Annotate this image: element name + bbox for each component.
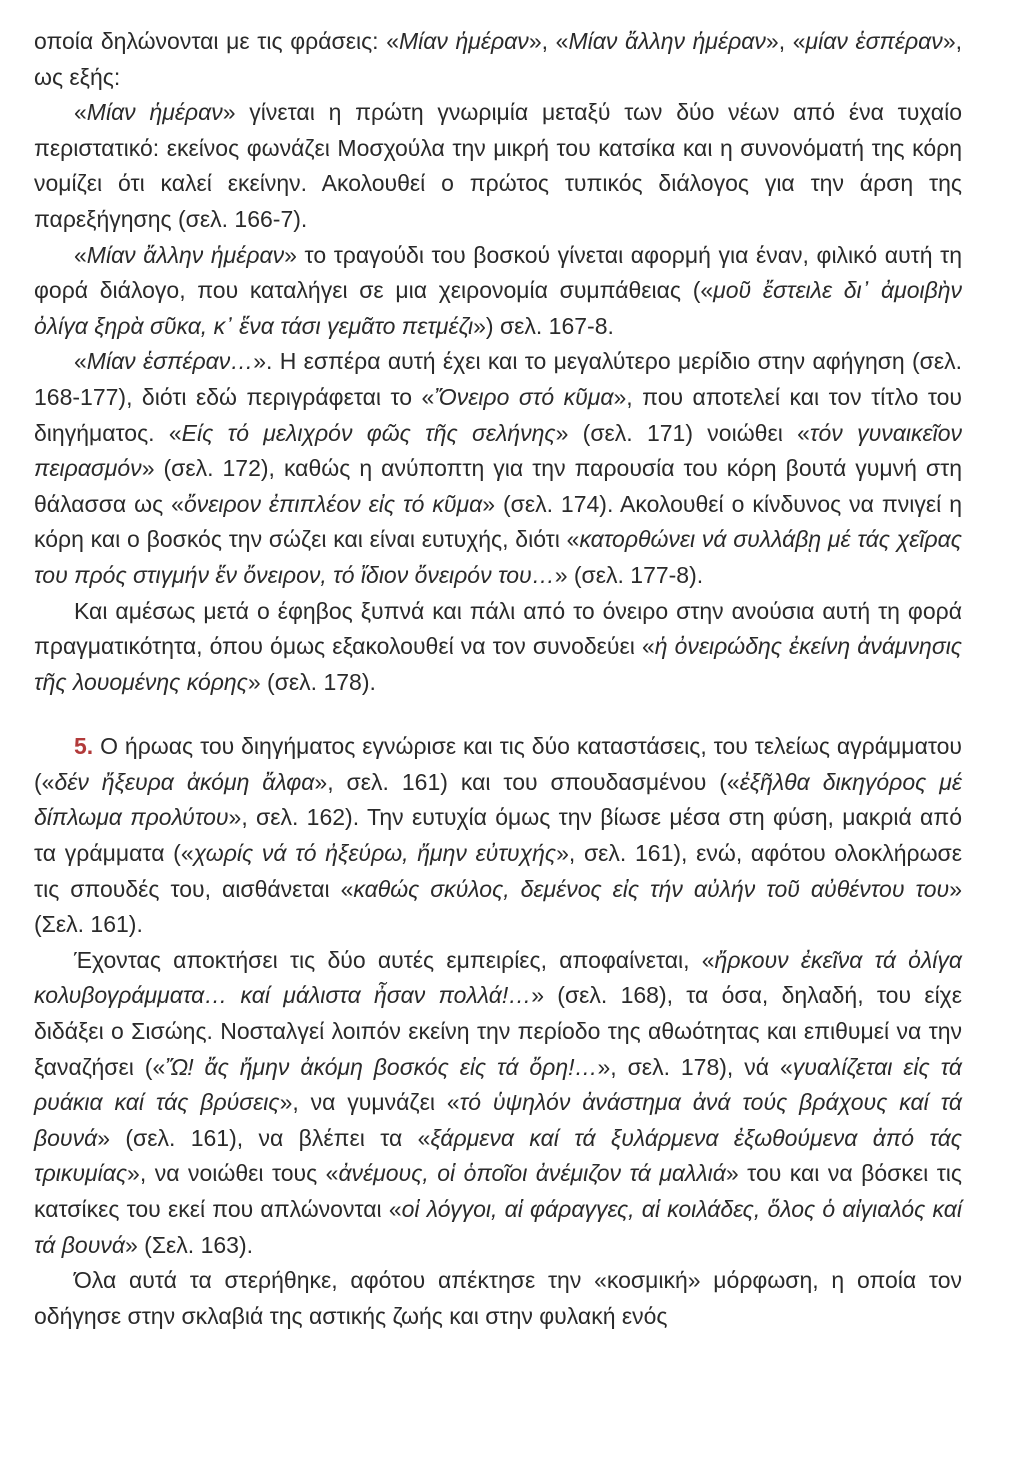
text-run: » (σελ. 171) νοιώθει « — [555, 419, 810, 446]
text-run: », να γυμνάζει « — [279, 1089, 460, 1116]
text-run: » (σελ. 168), τα όσα, δηλαδή, του είχε διδάξει ο Σισώης. Νοσταλγεί λοιπόν εκείνη την περίοδο της αθωότητας και επιθυμεί να την ξαναζήσει (« — [34, 982, 963, 1080]
paragraph-p6-section-5 — [34, 729, 962, 943]
text-run: « — [74, 348, 87, 375]
text-run: », σελ. 178), νά « — [597, 1053, 793, 1080]
quoted-text: Είς τό μελιχρόν φῶς τῆς σελήνης — [181, 419, 556, 446]
quoted-text: κατορθώνει νά συλλάβῃ μέ τάς χεῖρας του πρός στιγμήν ἕν ὄνειρον, τό ἴδιον ὄνειρόν του… — [34, 526, 962, 588]
text-run: ». Η εσπέρα αυτή έχει και το μεγαλύτερο μερίδιο στην αφήγηση (σελ. 168-177), διότι εδώ περιγράφεται το « — [34, 348, 962, 410]
quoted-text: μοῦ ἔστειλε δι᾽ ἀμοιβὴν ὀλίγα ξηρὰ σῦκα, κ᾽ ἕνα τάσι γεμᾶτο πετμέζι — [34, 277, 963, 339]
text-run: « — [74, 99, 87, 126]
quoted-text: τό ὑψηλόν ἀνάστημα ἀνά τούς βράχους καί τά βουνά — [34, 1089, 962, 1151]
paragraph-p5 — [34, 594, 962, 701]
text-run: », να νοιώθει τους « — [127, 1160, 339, 1187]
quoted-text: Μίαν ἡμέραν — [399, 28, 529, 54]
quoted-text: δέν ἤξευρα ἀκόμη ἄλφα — [54, 768, 315, 795]
text-run: ») σελ. 167-8. — [473, 312, 614, 339]
quoted-text: καθώς σκύλος, δεμένος εἰς τήν αὐλήν τοῦ αὐθέντου του — [353, 875, 950, 902]
paragraph-p7 — [34, 943, 962, 1263]
quoted-text: Μίαν ἡμέραν — [86, 99, 223, 126]
quoted-text: ἡ ὀνειρώδης ἐκείνη ἀνάμνησις τῆς λουομένης κόρης — [34, 633, 962, 695]
text-run: Ο ήρωας του διηγήματος εγνώρισε και τις δύο καταστάσεις, του τελείως αγράμματου (« — [34, 733, 962, 795]
paragraph-p4 — [34, 344, 962, 593]
text-run: » το τραγούδι του βοσκού γίνεται αφορμή για έναν, φιλικό αυτή τη φορά διάλογο, που καταλήγει σε μια χειρονομία συμπάθειας (« — [34, 241, 962, 304]
text-run: » (σελ. 178). — [247, 668, 376, 695]
quoted-text: Μίαν ἄλλην ἡμέραν — [86, 241, 285, 268]
text-run: Έχοντας αποκτήσει τις δύο αυτές εμπειρίες, αποφαίνεται, « — [74, 946, 715, 973]
quoted-text: ὄνειρον ἐπιπλέον εἰς τό κῦμα — [183, 490, 483, 517]
text-run: » (σελ. 174). Ακολουθεί ο κίνδυνος να πνιγεί η κόρη και ο βοσκός την σώζει και είναι ευτυχής, διότι « — [34, 490, 963, 553]
text-run: » (σελ. 161), να βλέπει τα « — [97, 1124, 431, 1151]
quoted-text: ἐξῆλθα δικηγόρος μέ δίπλωμα προλύτου — [34, 768, 962, 831]
text-run: » (σελ. 172), καθώς η ανύποπτη για την παρουσία του κόρη βουτά γυμνή στη θάλασσα ως « — [34, 455, 962, 517]
text-run: », « — [765, 28, 806, 54]
paragraph-p3 — [34, 238, 962, 345]
text-run: », σελ. 161), ενώ, αφότου ολοκλήρωσε τις σπουδές του, αισθάνεται « — [34, 840, 962, 902]
quoted-text: Ὤ! ἄς ἤμην ἀκόμη βοσκός εἰς τά ὄρη!… — [165, 1053, 598, 1080]
paragraph-p2 — [34, 95, 962, 237]
paragraph-p1 — [34, 24, 962, 95]
text-run: » (Σελ. 161). — [34, 875, 962, 938]
text-run: » (Σελ. 163). — [124, 1231, 254, 1258]
quoted-text: γυαλίζεται εἰς τά ρυάκια καί τάς βρύσεις — [34, 1053, 962, 1116]
text-run: », που αποτελεί και τον τίτλο του διηγήματος. « — [34, 383, 962, 446]
paragraph-p8 — [34, 1263, 962, 1334]
text-run: », « — [528, 28, 569, 54]
text-run: », ως εξής: — [34, 28, 962, 90]
quoted-text: τόν γυναικεῖον πειρασμόν — [34, 419, 962, 482]
quoted-text: ξάρμενα καί τά ξυλάρμενα ἐξωθούμενα ἀπό τάς τρικυμίας — [34, 1124, 962, 1187]
text-run: », σελ. 162). Την ευτυχία όμως την βίωσε μέσα στη φύση, μακριά από τα γράμματα (« — [34, 804, 963, 867]
quoted-text: ἀνέμους, οἱ ὁποῖοι ἀνέμιζον τά μαλλιά — [338, 1160, 726, 1187]
quoted-text: Ὄνειρο στό κῦμα — [434, 383, 614, 410]
text-run: » γίνεται η πρώτη γνωριμία μεταξύ των δύο νέων από ένα τυχαίο περιστατικό: εκείνος φωνάζει Μοσχούλα την μικρή του κατσίκα και η συνονόματή της κόρη νομίζει ότι καλεί εκείνην. Ακολουθεί ο πρώτος τυπικός διάλογος για την άρση της παρεξήγησης (σελ. 166-7). — [34, 99, 962, 232]
quoted-text: χωρίς νά τό ἠξεύρω, ἤμην εὐτυχής — [193, 840, 557, 867]
quoted-text: οἱ λόγγοι, αἱ φάραγγες, αἱ κοιλάδες, ὅλος ὁ αἰγιαλός καί τά βουνά — [34, 1196, 962, 1258]
text-run: » του και να βόσκει τις κατσίκες του εκεί που απλώνονται « — [34, 1160, 962, 1222]
quoted-text: Μίαν ἑσπέραν… — [86, 348, 254, 375]
quoted-text: ἤρκουν ἐκεῖνα τά ὀλίγα κολυβογράμματα… καί μάλιστα ἦσαν πολλά!… — [34, 946, 962, 1009]
document-page — [34, 24, 962, 1334]
text-run: Και αμέσως μετά ο έφηβος ξυπνά και πάλι από το όνειρο στην ανούσια αυτή τη φορά πραγματικότητα, όπου όμως εξακολουθεί να τον συνοδεύει « — [34, 597, 962, 660]
text-run: « — [74, 241, 87, 268]
text-run: » (σελ. 177-8). — [554, 561, 704, 588]
text-run: », σελ. 161) και του σπουδασμένου (« — [314, 768, 740, 795]
text-run: Όλα αυτά τα στερήθηκε, αφότου απέκτησε την «κοσμική» μόρφωση, η οποία τον οδήγησε στην σκλαβιά της αστικής ζωής και στην φυλακή ενός — [34, 1267, 962, 1329]
quoted-text: Μίαν ἄλλην ἡμέραν — [568, 28, 766, 54]
text-run: οποία δηλώνονται με τις φράσεις: « — [34, 28, 399, 54]
quoted-text: μίαν ἑσπέραν — [805, 28, 943, 54]
section-number: 5. — [74, 733, 94, 760]
